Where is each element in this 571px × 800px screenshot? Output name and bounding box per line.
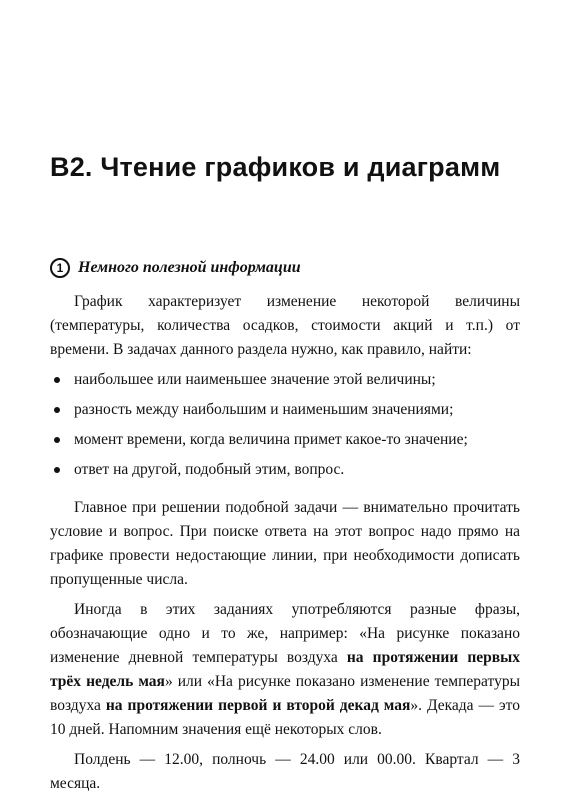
chapter-title: В2. Чтение графиков и диаграмм bbox=[50, 152, 501, 182]
list-item bbox=[50, 428, 520, 452]
list-item bbox=[50, 368, 520, 392]
bullet-list bbox=[50, 368, 520, 482]
bullet-icon bbox=[54, 467, 60, 473]
phrase-text: Иногда в этих заданиях употребляются разные фразы, обозначающие одно и то же, например: «На рисунке показано изменение дневной температуры воздуха bbox=[50, 601, 520, 666]
paragraph-phrases bbox=[50, 598, 520, 742]
phrase-text: ». Декада — это 10 дней. Напомним значения ещё некоторых слов. bbox=[50, 697, 520, 738]
paragraph-definitions: Полдень — 12.00, полночь — 24.00 или 00.00. Квартал — 3 месяца. bbox=[50, 751, 520, 792]
phrase-text: » или «На рисунке показано изменение температуры воздуха bbox=[50, 673, 520, 714]
list-item-text: разность между наибольшим и наименьшим значениями; bbox=[74, 401, 454, 418]
list-item-text: момент времени, когда величина примет какое-то значение; bbox=[74, 431, 468, 448]
list-item bbox=[50, 458, 520, 482]
list-item-text: ответ на другой, подобный этим, вопрос. bbox=[74, 461, 345, 478]
section-header bbox=[50, 258, 301, 278]
bullet-icon bbox=[54, 437, 60, 443]
list-item bbox=[50, 398, 520, 422]
emphasis-two-decades: на протяжении первой и второй декад мая bbox=[105, 697, 411, 714]
emphasis-three-weeks: на протяжении первых трёх недель мая bbox=[50, 649, 521, 690]
section-title: Немного полезной информации bbox=[78, 259, 301, 276]
bullet-icon bbox=[54, 407, 60, 413]
body-text bbox=[50, 290, 520, 796]
paragraph-intro: График характеризует изменение некоторой величины (температуры, количества осадков, стоимости акций и т.п.) от времени. В задачах данного раздела нужно, как правило, найти: bbox=[50, 293, 520, 358]
numbered-circle-icon: 1 bbox=[50, 258, 70, 278]
list-item-text: наибольшее или наименьшее значение этой величины; bbox=[74, 371, 436, 388]
bullet-icon bbox=[54, 377, 60, 383]
paragraph-main: Главное при решении подобной задачи — внимательно прочитать условие и вопрос. При поиске ответа на этот вопрос надо прямо на графике провести недостающие линии, при необходимости дописать пропущенные числа. bbox=[50, 499, 520, 588]
